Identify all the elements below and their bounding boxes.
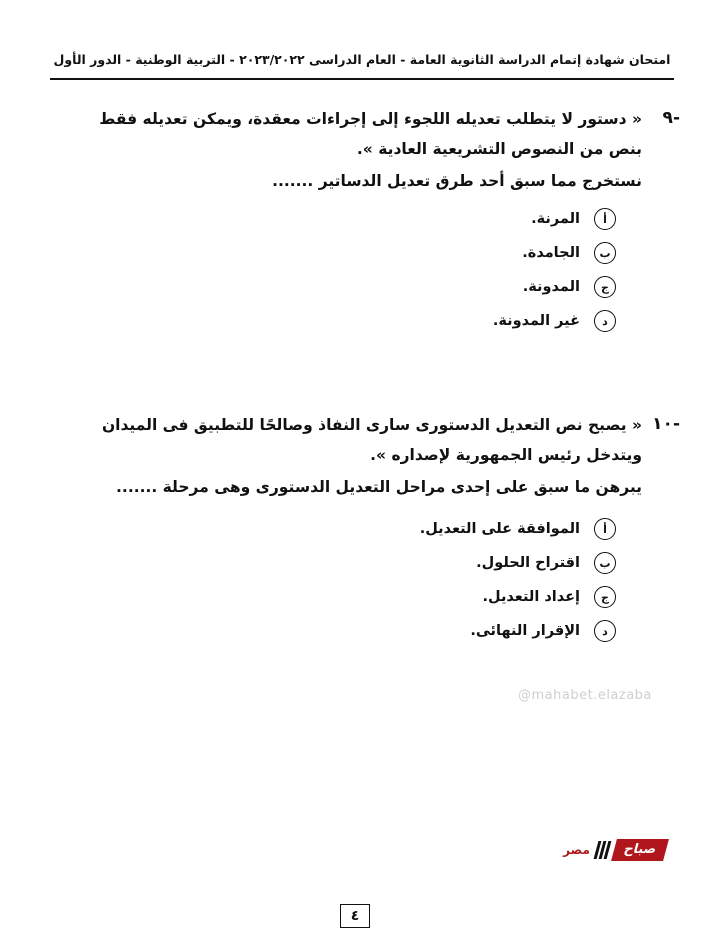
option-text: المرنة.	[531, 211, 580, 227]
option-letter-circle: ب	[594, 242, 616, 264]
option-letter-circle: ج	[594, 276, 616, 298]
option-letter-circle: ب	[594, 552, 616, 574]
question-10-options	[420, 512, 616, 648]
logo-stripes-icon	[596, 841, 611, 859]
logo-sub-text: مصر	[563, 843, 590, 857]
question-10-stem-line-2: ويتدخل رئيس الجمهورية لإصداره ».	[370, 446, 642, 464]
question-9-stem-line-1: « دستور لا يتطلب تعديله اللجوء إلى إجراءات معقدة، ويمكن تعديله فقط	[99, 110, 642, 128]
option-text: الإقرار النهائى.	[470, 623, 580, 639]
question-9-option-a[interactable]	[493, 202, 616, 236]
question-9-option-b[interactable]	[493, 236, 616, 270]
question-9-option-c[interactable]	[493, 270, 616, 304]
header-divider	[50, 78, 674, 80]
question-10-option-c[interactable]	[420, 580, 616, 614]
question-9-options	[493, 202, 616, 338]
question-10	[102, 410, 642, 502]
question-9-option-d[interactable]	[493, 304, 616, 338]
option-text: إعداد التعديل.	[482, 589, 580, 605]
option-letter-circle: أ	[594, 208, 616, 230]
option-text: المدونة.	[522, 279, 580, 295]
option-text: الموافقة على التعديل.	[419, 521, 580, 537]
logo-main-text: صباح	[611, 839, 669, 861]
watermark: @mahabet.elazaba	[518, 688, 652, 703]
option-letter-circle: ج	[594, 586, 616, 608]
question-10-option-b[interactable]	[420, 546, 616, 580]
option-text: اقتراح الحلول.	[476, 555, 580, 571]
question-9-number: -٩	[662, 108, 680, 128]
page-number: ٤	[340, 904, 370, 928]
option-text: غير المدونة.	[492, 313, 580, 329]
publisher-logo	[552, 838, 666, 862]
question-10-option-a[interactable]	[420, 512, 616, 546]
question-10-prompt: يبرهن ما سبق على إحدى مراحل التعديل الدستورى وهى مرحلة .......	[116, 478, 642, 496]
question-9-stem-line-2: بنص من النصوص التشريعية العادية ».	[356, 140, 642, 158]
question-9-prompt: نستخرج مما سبق أحد طرق تعديل الدساتير .......	[272, 172, 642, 190]
option-letter-circle: د	[594, 310, 616, 332]
option-letter-circle: أ	[594, 518, 616, 540]
option-text: الجامدة.	[522, 245, 580, 261]
question-10-stem-line-1: « يصبح نص التعديل الدستورى سارى النفاذ وصالحًا للتطبيق فى الميدان	[101, 416, 642, 434]
option-letter-circle: د	[594, 620, 616, 642]
exam-header: امتحان شهادة إتمام الدراسة الثانوية العامة - العام الدراسى ٢٠٢٣/٢٠٢٢ - التربية الوطنية - الدور الأول	[53, 52, 671, 67]
question-9	[99, 104, 642, 196]
question-10-option-d[interactable]	[420, 614, 616, 648]
question-10-number: -١٠	[652, 414, 680, 434]
